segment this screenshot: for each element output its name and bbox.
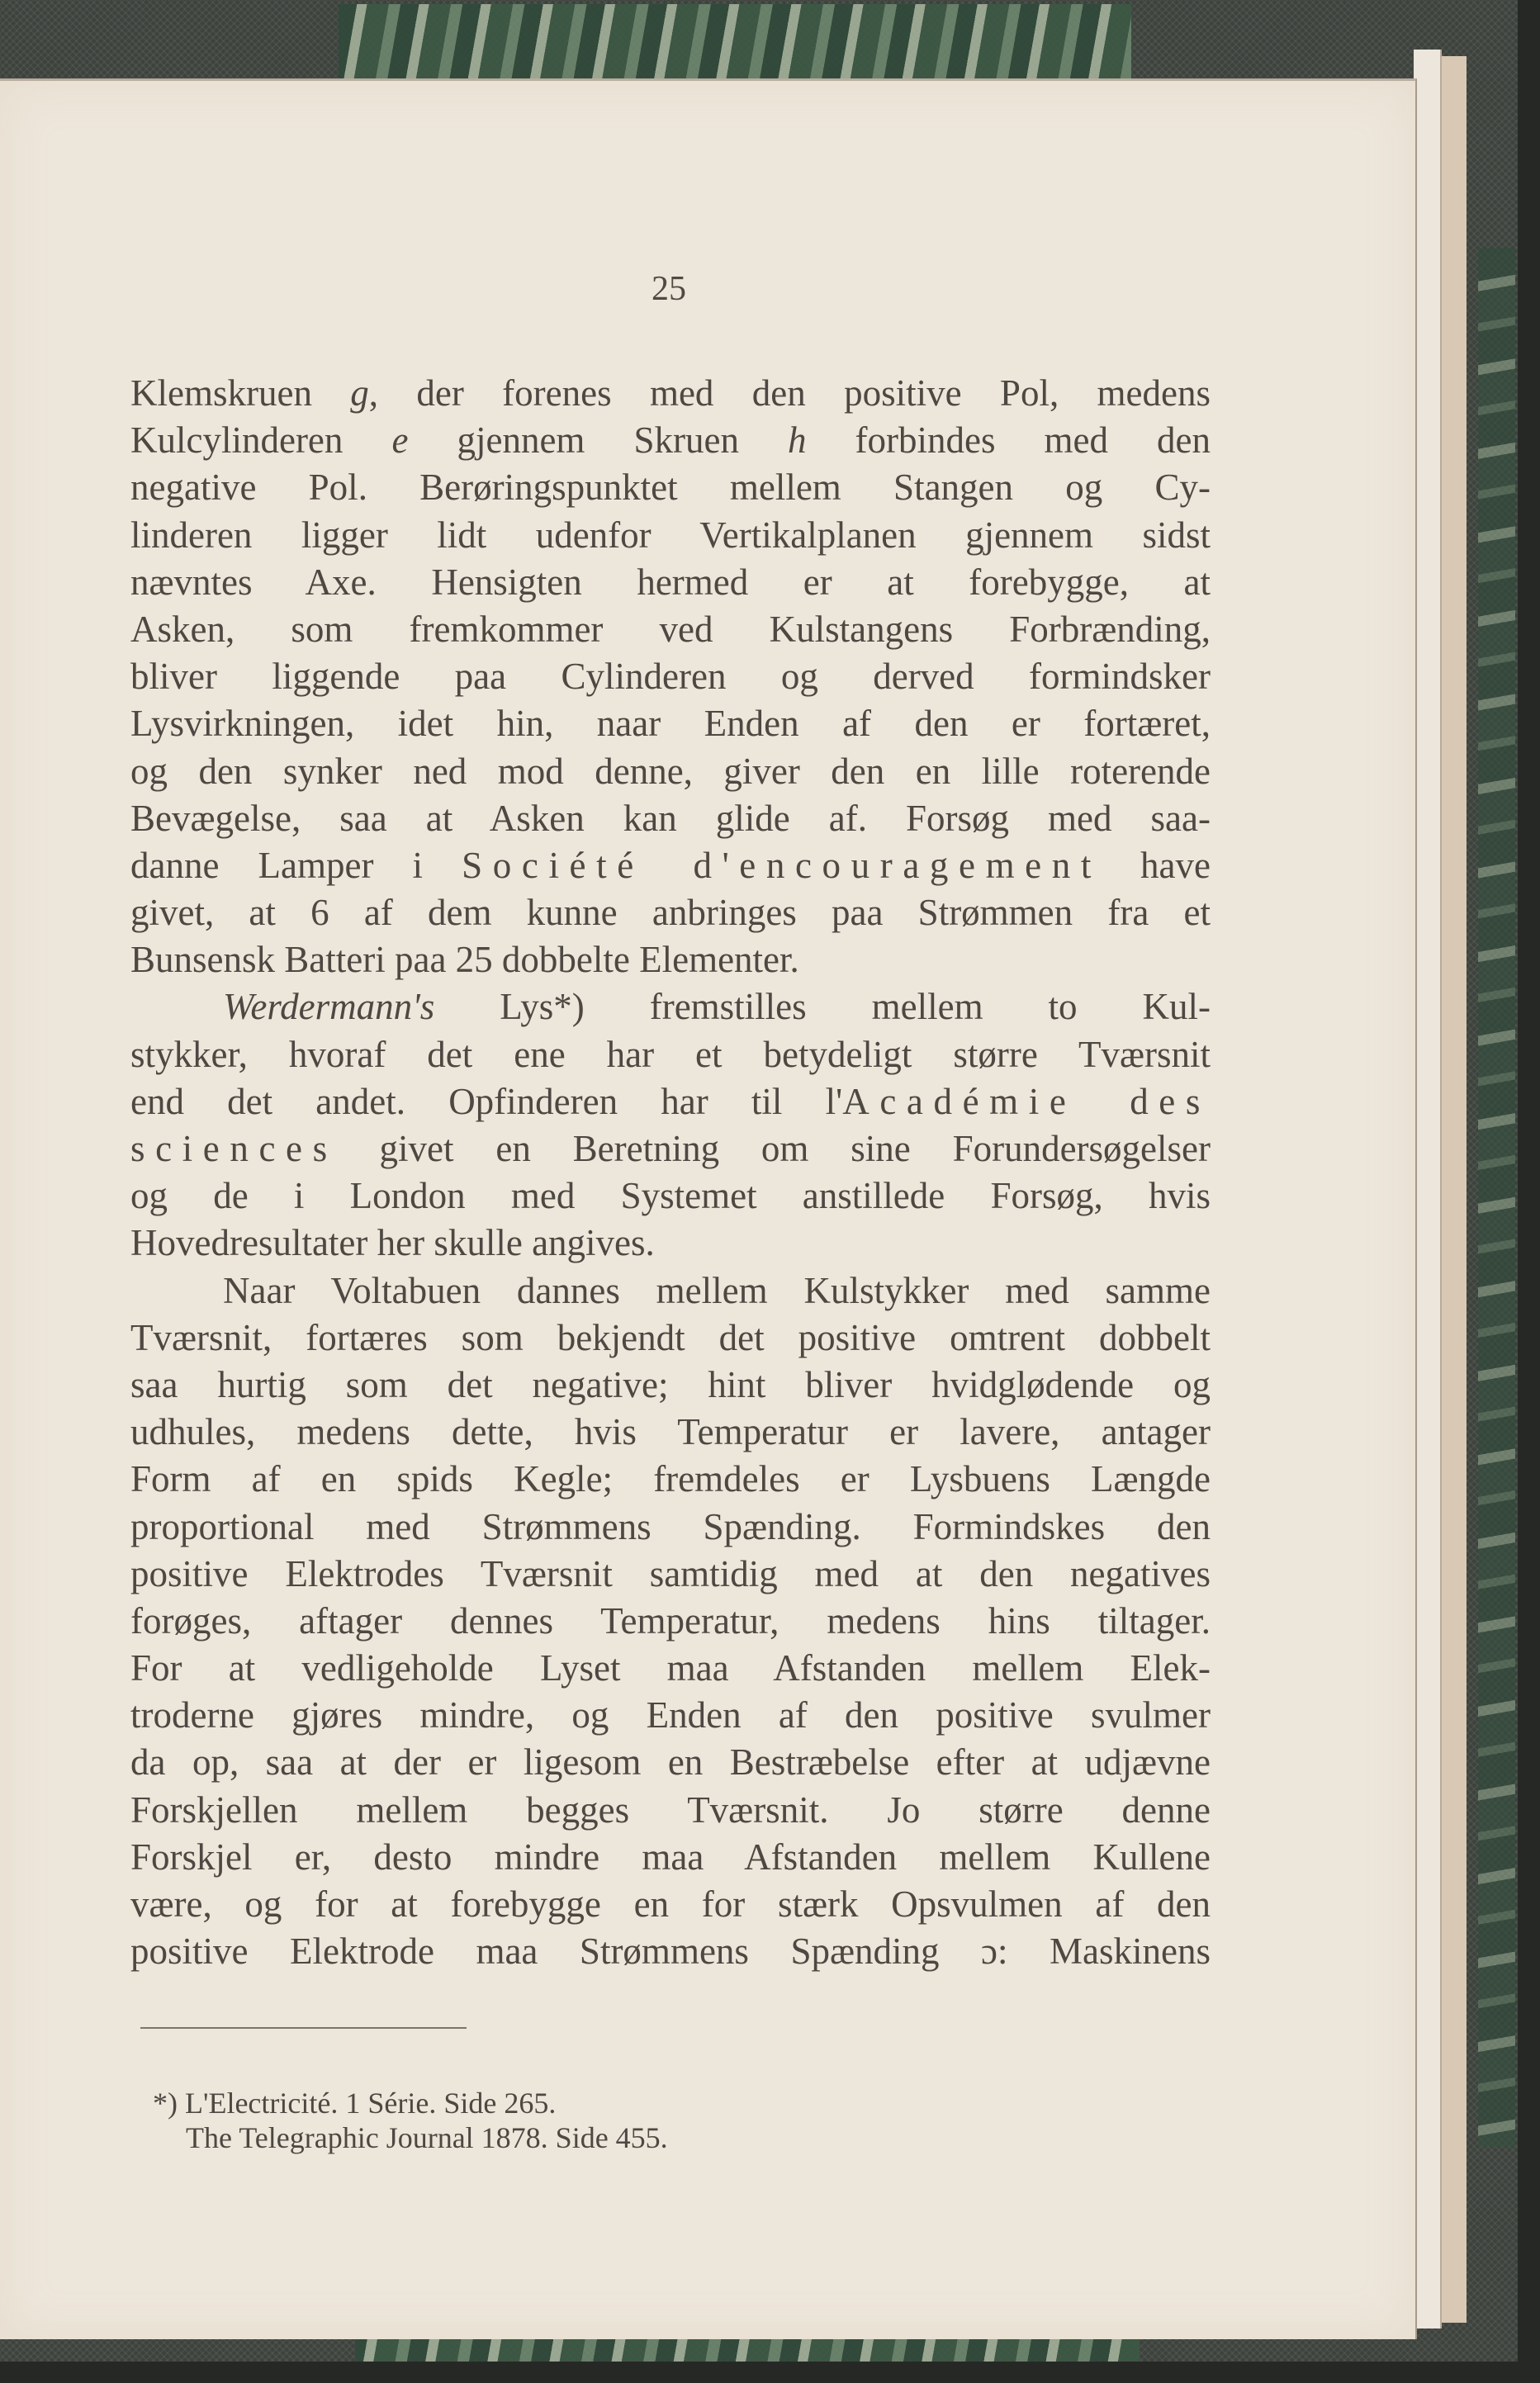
text-line [130, 1551, 1211, 1598]
text-run: gjennem Skruen [408, 419, 788, 462]
book-page [0, 78, 1417, 2339]
italic-text: Werdermann's [223, 986, 435, 1028]
text-line [130, 1645, 1211, 1692]
text-run: negative Pol. Berøringspunktet mellem Stangen og Cy- [130, 467, 1211, 509]
text-line [130, 1787, 1211, 1834]
text-run: , der forenes med den positive Pol, medens [368, 372, 1211, 414]
text-run: linderen ligger lidt udenfor Vertikalplanen gjennem sidst [130, 514, 1211, 556]
text-line [130, 464, 1211, 511]
text-run: Bevægelse, saa at Asken kan glide af. Forsøg med saa- [130, 797, 1211, 839]
page-edge-leaf [1414, 50, 1442, 2329]
text-line [130, 1739, 1211, 1786]
text-run: og de i London med Systemet anstillede Forsøg, hvis [130, 1175, 1211, 1217]
text-run: Naar Voltabuen dannes mellem Kulstykker med samme [223, 1269, 1211, 1311]
text-run: være, og for at forebygge en for stærk Opsvulmen af den [130, 1883, 1211, 1925]
text-line [130, 1031, 1211, 1078]
text-run: da op, saa at der er ligesom en Bestræbelse efter at udjævne [130, 1741, 1211, 1784]
text-line [130, 842, 1211, 889]
text-line [130, 1928, 1211, 1975]
text-line [130, 1078, 1211, 1125]
text-run: Lys*) fremstilles mellem to Kul- [434, 986, 1211, 1028]
text-line [130, 1504, 1211, 1551]
text-line [130, 983, 1211, 1030]
spaced-text: Société d'encouragement [462, 844, 1102, 886]
text-line [130, 1362, 1211, 1409]
text-run: positive Elektrode maa Strømmens Spænding ɔ: Maskinens [130, 1931, 1211, 1973]
text-line [130, 417, 1211, 464]
text-run: Klemskruen [130, 372, 351, 414]
text-line [130, 1598, 1211, 1645]
text-run: givet, at 6 af dem kunne anbringes paa Strømmen fra et [130, 892, 1211, 934]
text-line [130, 1409, 1211, 1456]
text-run: have [1101, 844, 1211, 886]
text-run: Hovedresultater her skulle angives. [130, 1222, 655, 1264]
text-run: proportional med Strømmens Spænding. Formindskes den [130, 1505, 1211, 1547]
text-run: Forskjel er, desto mindre maa Afstanden mellem Kullene [130, 1836, 1211, 1878]
italic-text: h [787, 419, 807, 462]
text-line [130, 1173, 1211, 1220]
text-run: forbindes med den [806, 419, 1211, 462]
text-line [130, 606, 1211, 653]
text-line [130, 700, 1211, 747]
text-line [130, 795, 1211, 842]
text-run: forøges, aftager dennes Temperatur, medens hins tiltager. [130, 1599, 1211, 1642]
text-run: givet en Beretning om sine Forundersøgelser [337, 1128, 1211, 1169]
footnotes [153, 2086, 668, 2155]
text-line [130, 1315, 1211, 1362]
text-line [130, 1834, 1211, 1881]
spaced-text: Académie des [842, 1080, 1211, 1122]
text-line [130, 889, 1211, 936]
text-run: stykker, hvoraf det ene har et betydeligt større Tværsnit [130, 1033, 1211, 1075]
text-run: danne Lamper i [130, 844, 462, 886]
text-run: nævntes Axe. Hensigten hermed er at forebygge, at [130, 561, 1211, 603]
cover-marbling-right [1478, 248, 1515, 2147]
footnote-line: *) L'Electricité. 1 Série. Side 265. [153, 2087, 557, 2120]
text-run: Asken, som fremkommer ved Kulstangens Forbrænding, [130, 608, 1211, 650]
spine-marbling-top [339, 4, 1131, 78]
text-line [130, 559, 1211, 606]
page-number: 25 [652, 270, 686, 308]
text-run: Kulcylinderen [130, 419, 392, 462]
text-line [130, 512, 1211, 559]
spaced-text: sciences [130, 1128, 338, 1169]
text-run: saa hurtig som det negative; hint bliver hvidglødende og [130, 1363, 1211, 1405]
cover-edge-bottom [0, 2362, 1540, 2383]
text-line [130, 748, 1211, 795]
text-line [130, 653, 1211, 700]
text-line [130, 936, 1211, 983]
text-run: udhules, medens dette, hvis Temperatur er lavere, antager [130, 1411, 1211, 1453]
text-line [130, 1220, 1211, 1267]
text-line [130, 1267, 1211, 1315]
text-run: Lysvirkningen, idet hin, naar Enden af den er fortæret, [130, 703, 1211, 745]
text-run: troderne gjøres mindre, og Enden af den positive svulmer [130, 1694, 1211, 1736]
text-line [130, 1456, 1211, 1503]
text-run: Form af en spids Kegle; fremdeles er Lysbuens Længde [130, 1458, 1211, 1500]
body-text [130, 370, 1211, 1975]
cover-edge-right [1518, 0, 1540, 2383]
text-run: Bunsensk Batteri paa 25 dobbelte Elementer. [130, 939, 799, 981]
text-line [130, 1125, 1211, 1173]
footnote-line: The Telegraphic Journal 1878. Side 455. [186, 2121, 668, 2154]
footnote-divider [140, 2027, 467, 2029]
text-line [130, 1692, 1211, 1739]
text-line [130, 1881, 1211, 1928]
text-run: For at vedligeholde Lyset maa Afstanden mellem Elek- [130, 1647, 1211, 1689]
text-run: Forskjellen mellem begges Tværsnit. Jo større denne [130, 1788, 1211, 1831]
text-run: Tværsnit, fortæres som bekjendt det positive omtrent dobbelt [130, 1316, 1211, 1358]
text-run: bliver liggende paa Cylinderen og derved formindsker [130, 656, 1211, 698]
italic-text: g [350, 372, 369, 414]
text-line [130, 370, 1211, 417]
text-run: og den synker ned mod denne, giver den en lille roterende [130, 750, 1211, 792]
text-run: positive Elektrodes Tværsnit samtidig med at den negatives [130, 1552, 1211, 1594]
text-run: end det andet. Opfinderen har til l' [130, 1080, 843, 1122]
italic-text: e [391, 419, 409, 462]
